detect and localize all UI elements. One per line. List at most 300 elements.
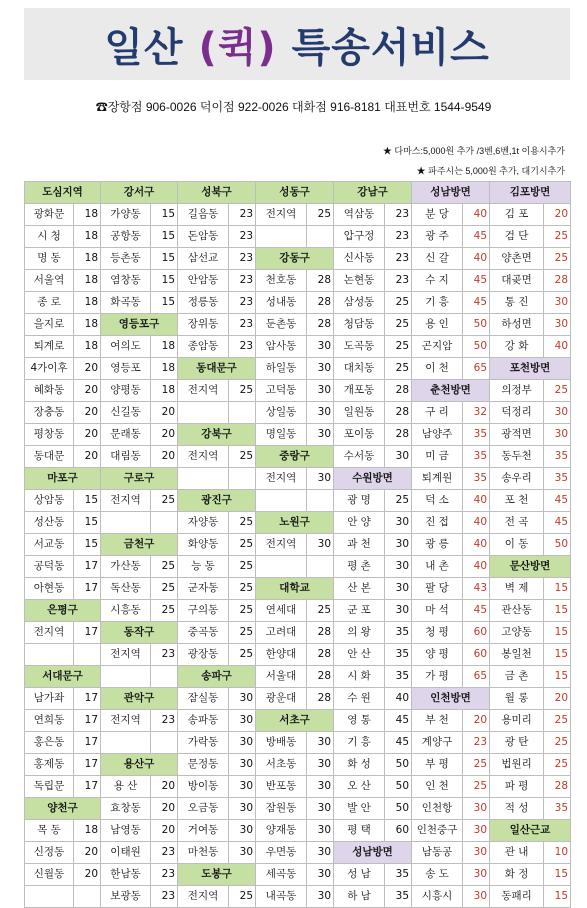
- area-fare: 15: [544, 622, 571, 644]
- area-fare: 20: [74, 402, 101, 424]
- area-fare: 30: [544, 402, 571, 424]
- area-name: 홍제동: [25, 754, 74, 776]
- area-fare: 50: [385, 776, 412, 798]
- area-name: 개포동: [334, 380, 385, 402]
- empty-cell: [101, 732, 151, 754]
- area-name: 문래동: [101, 424, 151, 446]
- area-fare: 23: [229, 314, 256, 336]
- area-fare: 18: [74, 270, 101, 292]
- table-row: [25, 776, 571, 798]
- empty-cell: [25, 644, 74, 666]
- area-fare: 25: [544, 380, 571, 402]
- area-name: 전지역: [178, 886, 229, 908]
- area-fare: 45: [385, 732, 412, 754]
- area-fare: 25: [229, 556, 256, 578]
- area-fare: 30: [385, 578, 412, 600]
- area-name: 광화문: [25, 204, 74, 226]
- table-row: [25, 446, 571, 468]
- area-fare: 17: [74, 776, 101, 798]
- area-fare: 45: [463, 226, 490, 248]
- area-fare: 25: [385, 292, 412, 314]
- area-fare: 35: [544, 798, 571, 820]
- area-fare: 45: [385, 710, 412, 732]
- note-damas: ★ 다마스:5,000원 추가 /3벤,6벤,1t 이용시추가: [382, 146, 565, 156]
- area-fare: 20: [74, 380, 101, 402]
- area-fare: 30: [229, 688, 256, 710]
- area-name: 의 왕: [334, 622, 385, 644]
- area-name: 영등포: [101, 358, 151, 380]
- area-fare: 15: [151, 270, 178, 292]
- region-header: 도심지역: [25, 182, 101, 204]
- area-fare: 30: [229, 798, 256, 820]
- area-fare: 45: [544, 512, 571, 534]
- area-fare: 30: [307, 754, 334, 776]
- area-name: 인천중구: [412, 820, 463, 842]
- area-fare: 25: [151, 600, 178, 622]
- area-fare: 28: [307, 666, 334, 688]
- table-row: [25, 424, 571, 446]
- area-name: 서초동: [256, 754, 307, 776]
- empty-cell: [101, 512, 151, 534]
- area-fare: 15: [544, 644, 571, 666]
- empty-cell: [307, 226, 334, 248]
- area-name: 독립문: [25, 776, 74, 798]
- area-fare: 25: [544, 732, 571, 754]
- area-name: 안암동: [178, 270, 229, 292]
- area-name: 능 동: [178, 556, 229, 578]
- area-fare: 17: [74, 732, 101, 754]
- area-name: 이 천: [412, 358, 463, 380]
- table-row: [25, 644, 571, 666]
- region-header: 마포구: [25, 468, 101, 490]
- area-fare: 40: [463, 534, 490, 556]
- empty-cell: [229, 468, 256, 490]
- area-fare: 30: [307, 820, 334, 842]
- table-row: [25, 182, 571, 204]
- area-fare: 30: [307, 424, 334, 446]
- area-fare: 28: [544, 270, 571, 292]
- area-name: 검 단: [490, 226, 544, 248]
- area-fare: 28: [307, 270, 334, 292]
- table-row: [25, 248, 571, 270]
- area-name: 고양동: [490, 622, 544, 644]
- area-name: 시흥시: [412, 886, 463, 908]
- area-fare: 23: [151, 644, 178, 666]
- table-row: [25, 292, 571, 314]
- area-fare: 17: [74, 710, 101, 732]
- area-fare: 30: [544, 424, 571, 446]
- area-name: 과 천: [334, 534, 385, 556]
- empty-cell: [178, 468, 229, 490]
- area-fare: 30: [229, 710, 256, 732]
- area-fare: 32: [463, 402, 490, 424]
- area-fare: 30: [385, 534, 412, 556]
- area-name: 문정동: [178, 754, 229, 776]
- area-name: 명일동: [256, 424, 307, 446]
- area-fare: 28: [544, 776, 571, 798]
- area-fare: 25: [229, 600, 256, 622]
- empty-cell: [178, 402, 229, 424]
- area-fare: 30: [229, 820, 256, 842]
- area-name: 진 접: [412, 512, 463, 534]
- area-fare: 20: [151, 424, 178, 446]
- area-fare: 20: [74, 424, 101, 446]
- area-name: 장충동: [25, 402, 74, 424]
- area-fare: 25: [151, 578, 178, 600]
- area-name: 평 택: [334, 820, 385, 842]
- area-fare: 18: [74, 226, 101, 248]
- area-fare: 30: [307, 798, 334, 820]
- area-name: 광장동: [178, 644, 229, 666]
- area-name: 광 탄: [490, 732, 544, 754]
- table-row: [25, 314, 571, 336]
- region-header: 양천구: [25, 798, 101, 820]
- area-fare: 18: [74, 292, 101, 314]
- area-fare: 23: [229, 204, 256, 226]
- area-fare: 23: [385, 248, 412, 270]
- area-name: 압구정: [334, 226, 385, 248]
- area-fare: 25: [385, 314, 412, 336]
- area-fare: 18: [74, 336, 101, 358]
- area-fare: 30: [463, 864, 490, 886]
- area-fare: 23: [463, 732, 490, 754]
- area-name: 남영동: [101, 820, 151, 842]
- area-fare: 25: [544, 710, 571, 732]
- area-fare: 25: [229, 534, 256, 556]
- area-name: 양재동: [256, 820, 307, 842]
- area-name: 군자동: [178, 578, 229, 600]
- area-name: 상암동: [25, 490, 74, 512]
- area-fare: 20: [463, 710, 490, 732]
- area-name: 을지로: [25, 314, 74, 336]
- area-fare: 30: [307, 864, 334, 886]
- area-name: 전 곡: [490, 512, 544, 534]
- area-name: 내곡동: [256, 886, 307, 908]
- region-header: 광진구: [178, 490, 256, 512]
- region-header: 도봉구: [178, 864, 256, 886]
- area-name: 동두천: [490, 446, 544, 468]
- empty-cell: [25, 886, 74, 908]
- area-fare: 15: [544, 600, 571, 622]
- region-header: 구로구: [101, 468, 178, 490]
- area-fare: 40: [544, 336, 571, 358]
- area-name: 용 인: [412, 314, 463, 336]
- area-name: 도곡동: [334, 336, 385, 358]
- table-row: [25, 798, 571, 820]
- table-row: [25, 622, 571, 644]
- area-name: 구 리: [412, 402, 463, 424]
- title-main: 일산: [104, 24, 199, 71]
- area-fare: 17: [74, 556, 101, 578]
- area-name: 서울대: [256, 666, 307, 688]
- area-fare: 45: [463, 292, 490, 314]
- area-name: 동대문: [25, 446, 74, 468]
- area-fare: 25: [307, 204, 334, 226]
- region-header: 영등포구: [101, 314, 178, 336]
- area-name: 화 성: [334, 754, 385, 776]
- area-fare: 50: [463, 336, 490, 358]
- table-row: [25, 512, 571, 534]
- area-name: 혜화동: [25, 380, 74, 402]
- area-fare: 35: [544, 468, 571, 490]
- area-fare: 15: [151, 248, 178, 270]
- area-fare: 25: [229, 512, 256, 534]
- area-name: 일원동: [334, 402, 385, 424]
- area-fare: 28: [385, 402, 412, 424]
- region-header: 포천방면: [490, 358, 571, 380]
- region-header: 문산방면: [490, 556, 571, 578]
- area-name: 중곡동: [178, 622, 229, 644]
- area-name: 전지역: [25, 622, 74, 644]
- area-fare: 23: [385, 204, 412, 226]
- area-name: 대치동: [334, 358, 385, 380]
- area-name: 신월동: [25, 864, 74, 886]
- area-name: 화양동: [178, 534, 229, 556]
- area-fare: 30: [229, 754, 256, 776]
- area-fare: 18: [151, 358, 178, 380]
- table-row: [25, 600, 571, 622]
- area-fare: 15: [74, 512, 101, 534]
- area-fare: 15: [544, 666, 571, 688]
- area-fare: 35: [385, 666, 412, 688]
- area-fare: 30: [307, 468, 334, 490]
- area-fare: 25: [385, 358, 412, 380]
- area-name: 덕 소: [412, 490, 463, 512]
- area-name: 하일동: [256, 358, 307, 380]
- area-name: 법원리: [490, 754, 544, 776]
- region-header: 성남방면: [412, 182, 490, 204]
- area-fare: 23: [151, 886, 178, 908]
- area-fare: 30: [307, 534, 334, 556]
- area-fare: 35: [463, 468, 490, 490]
- title-paren: (퀵): [198, 24, 277, 71]
- area-fare: 30: [307, 336, 334, 358]
- area-name: 화 정: [490, 864, 544, 886]
- area-name: 역삼동: [334, 204, 385, 226]
- region-header: 중랑구: [256, 446, 334, 468]
- empty-cell: [256, 556, 307, 578]
- area-fare: 35: [385, 886, 412, 908]
- area-name: 정릉동: [178, 292, 229, 314]
- region-header: 관악구: [101, 688, 178, 710]
- page-title: [104, 16, 490, 73]
- area-fare: 25: [385, 490, 412, 512]
- area-fare: 18: [74, 820, 101, 842]
- area-name: 광 주: [412, 226, 463, 248]
- area-name: 금 촌: [490, 666, 544, 688]
- area-fare: 20: [74, 864, 101, 886]
- area-name: 시흥동: [101, 600, 151, 622]
- area-fare: 28: [307, 644, 334, 666]
- table-row: [25, 886, 571, 908]
- area-fare: 15: [151, 292, 178, 314]
- area-name: 보광동: [101, 886, 151, 908]
- empty-cell: [256, 226, 307, 248]
- area-fare: 30: [385, 556, 412, 578]
- area-name: 서울역: [25, 270, 74, 292]
- price-table: [24, 181, 571, 908]
- area-name: 이태원: [101, 842, 151, 864]
- area-fare: 20: [74, 446, 101, 468]
- area-fare: 30: [307, 358, 334, 380]
- region-header: 성남방면: [334, 842, 412, 864]
- area-name: 산 본: [334, 578, 385, 600]
- region-header: 용산구: [101, 754, 178, 776]
- area-fare: 65: [463, 358, 490, 380]
- area-fare: 17: [74, 622, 101, 644]
- table-row: [25, 204, 571, 226]
- area-name: 남동공: [412, 842, 463, 864]
- area-name: 세곡동: [256, 864, 307, 886]
- area-fare: 60: [463, 622, 490, 644]
- area-name: 장위동: [178, 314, 229, 336]
- area-name: 성내동: [256, 292, 307, 314]
- area-name: 관 내: [490, 842, 544, 864]
- table-row: [25, 534, 571, 556]
- area-name: 양촌면: [490, 248, 544, 270]
- area-fare: 30: [307, 732, 334, 754]
- table-row: [25, 490, 571, 512]
- area-name: 월 롱: [490, 688, 544, 710]
- area-name: 상일동: [256, 402, 307, 424]
- area-fare: 35: [385, 864, 412, 886]
- area-name: 전지역: [256, 204, 307, 226]
- area-fare: 25: [544, 226, 571, 248]
- area-fare: 50: [385, 754, 412, 776]
- area-name: 가산동: [101, 556, 151, 578]
- table-row: [25, 710, 571, 732]
- area-name: 한양대: [256, 644, 307, 666]
- area-fare: 20: [74, 358, 101, 380]
- area-fare: 50: [544, 534, 571, 556]
- area-name: 기 흥: [412, 292, 463, 314]
- area-fare: 25: [229, 380, 256, 402]
- area-fare: 30: [463, 886, 490, 908]
- area-name: 가양동: [101, 204, 151, 226]
- area-fare: 18: [74, 248, 101, 270]
- area-fare: 18: [74, 204, 101, 226]
- area-name: 대림동: [101, 446, 151, 468]
- area-name: 방이동: [178, 776, 229, 798]
- area-name: 의정부: [490, 380, 544, 402]
- area-name: 잠실동: [178, 688, 229, 710]
- region-header: 수원방면: [334, 468, 412, 490]
- area-name: 아현동: [25, 578, 74, 600]
- area-fare: 28: [307, 292, 334, 314]
- price-table-body: [25, 182, 571, 908]
- area-fare: 15: [544, 578, 571, 600]
- area-fare: 23: [385, 270, 412, 292]
- area-name: 부 천: [412, 710, 463, 732]
- area-fare: 23: [229, 248, 256, 270]
- area-name: 홍은동: [25, 732, 74, 754]
- region-header: 일산근교: [490, 820, 571, 842]
- area-fare: 23: [229, 270, 256, 292]
- area-fare: 30: [385, 512, 412, 534]
- area-name: 전지역: [178, 446, 229, 468]
- area-fare: 17: [74, 688, 101, 710]
- area-fare: 40: [463, 248, 490, 270]
- area-name: 반포동: [256, 776, 307, 798]
- region-header: 서초구: [256, 710, 334, 732]
- area-name: 청담동: [334, 314, 385, 336]
- area-name: 염창동: [101, 270, 151, 292]
- title-tail: 특송서비스: [276, 24, 490, 71]
- title-band: [24, 8, 570, 80]
- area-fare: 15: [544, 864, 571, 886]
- area-fare: 30: [307, 842, 334, 864]
- area-name: 관산동: [490, 600, 544, 622]
- area-name: 종 로: [25, 292, 74, 314]
- area-name: 광 릉: [412, 534, 463, 556]
- area-fare: 25: [229, 446, 256, 468]
- area-name: 송우리: [490, 468, 544, 490]
- area-name: 길음동: [178, 204, 229, 226]
- area-name: 하성면: [490, 314, 544, 336]
- area-fare: 30: [307, 380, 334, 402]
- area-fare: 18: [151, 380, 178, 402]
- area-name: 인 천: [412, 776, 463, 798]
- area-name: 성 남: [334, 864, 385, 886]
- area-name: 발 안: [334, 798, 385, 820]
- table-row: [25, 226, 571, 248]
- area-name: 포 천: [490, 490, 544, 512]
- area-fare: 20: [151, 446, 178, 468]
- area-name: 영 통: [334, 710, 385, 732]
- area-name: 거여동: [178, 820, 229, 842]
- area-name: 평창동: [25, 424, 74, 446]
- table-row: [25, 578, 571, 600]
- area-name: 파 평: [490, 776, 544, 798]
- area-name: 강 화: [490, 336, 544, 358]
- area-name: 돈암동: [178, 226, 229, 248]
- area-fare: 30: [307, 402, 334, 424]
- area-name: 계양구: [412, 732, 463, 754]
- area-name: 고덕동: [256, 380, 307, 402]
- area-name: 수서동: [334, 446, 385, 468]
- region-header: 성동구: [256, 182, 334, 204]
- area-name: 신정동: [25, 842, 74, 864]
- area-fare: 40: [463, 204, 490, 226]
- area-name: 전지역: [256, 534, 307, 556]
- area-name: 수 원: [334, 688, 385, 710]
- area-fare: 20: [74, 842, 101, 864]
- area-fare: 20: [544, 204, 571, 226]
- area-name: 한남동: [101, 864, 151, 886]
- area-fare: 25: [385, 336, 412, 358]
- area-name: 등촌동: [101, 248, 151, 270]
- area-name: 곤지암: [412, 336, 463, 358]
- area-name: 평 촌: [334, 556, 385, 578]
- area-fare: 35: [544, 446, 571, 468]
- area-fare: 15: [151, 204, 178, 226]
- region-header: 김포방면: [490, 182, 571, 204]
- table-row: [25, 468, 571, 490]
- area-name: 광 명: [334, 490, 385, 512]
- area-name: 동패리: [490, 886, 544, 908]
- empty-cell: [101, 666, 151, 688]
- area-name: 군 포: [334, 600, 385, 622]
- area-name: 퇴계로: [25, 336, 74, 358]
- area-fare: 30: [229, 776, 256, 798]
- area-fare: 25: [463, 754, 490, 776]
- area-fare: 50: [463, 314, 490, 336]
- area-name: 청 평: [412, 622, 463, 644]
- area-name: 남가좌: [25, 688, 74, 710]
- area-fare: 30: [307, 776, 334, 798]
- area-name: 삼성동: [334, 292, 385, 314]
- area-name: 서교동: [25, 534, 74, 556]
